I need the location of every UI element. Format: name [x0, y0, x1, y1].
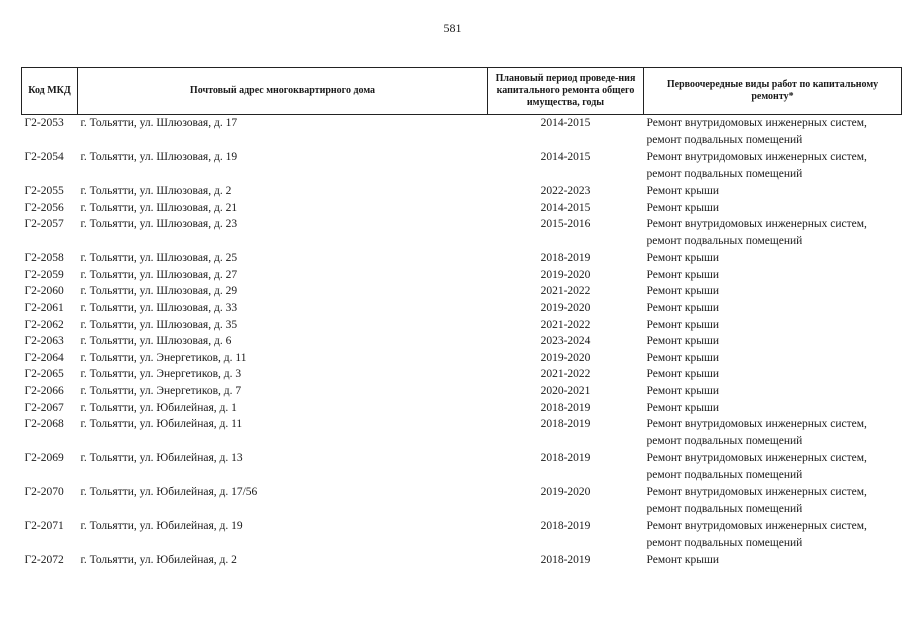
row-works — [644, 300, 902, 317]
row-code: Г2-2063 — [24, 335, 64, 348]
row-code: Г2-2060 — [24, 285, 64, 298]
row-works — [644, 149, 902, 183]
row-code: Г2-2064 — [24, 351, 64, 364]
row-period: 2015-2016 — [540, 218, 591, 231]
row-address: г. Тольятти, ул. Шлюзовая, д. 23 — [80, 218, 238, 231]
row-works — [644, 283, 902, 300]
row-works — [644, 552, 902, 569]
row-works — [644, 200, 902, 217]
row-works — [644, 450, 902, 484]
row-address: г. Тольятти, ул. Юбилейная, д. 17/56 — [80, 486, 258, 499]
row-works — [644, 317, 902, 334]
table-row — [22, 317, 902, 334]
row-address: г. Тольятти, ул. Шлюзовая, д. 27 — [80, 268, 238, 281]
row-period: 2021-2022 — [540, 368, 591, 381]
row-address: г. Тольятти, ул. Шлюзовая, д. 21 — [80, 201, 238, 214]
row-period: 2021-2022 — [540, 318, 591, 331]
row-address: г. Тольятти, ул. Шлюзовая, д. 6 — [80, 335, 232, 348]
row-works — [644, 484, 902, 518]
row-address: г. Тольятти, ул. Шлюзовая, д. 29 — [80, 285, 238, 298]
row-works-line: Ремонт крыши — [646, 301, 720, 314]
row-code: Г2-2054 — [24, 151, 64, 163]
row-works-line: Ремонт крыши — [646, 554, 720, 567]
row-code: Г2-2065 — [24, 368, 64, 381]
table-row — [22, 383, 902, 400]
row-period: 2018-2019 — [540, 520, 591, 533]
row-works — [644, 183, 902, 200]
table-row — [22, 149, 902, 183]
table-header-row — [22, 68, 902, 115]
table-row — [22, 416, 902, 450]
row-address: г. Тольятти, ул. Шлюзовая, д. 17 — [80, 117, 238, 129]
row-works-line: ремонт подвальных помещений — [646, 133, 803, 146]
row-works-line: Ремонт внутридомовых инженерных систем, — [646, 452, 867, 465]
row-address: г. Тольятти, ул. Шлюзовая, д. 25 — [80, 252, 238, 265]
row-works — [644, 115, 902, 150]
row-works-line: ремонт подвальных помещений — [646, 536, 803, 549]
row-code: Г2-2061 — [24, 301, 64, 314]
row-works — [644, 250, 902, 267]
header-code: Код МКД — [22, 68, 78, 115]
row-address: г. Тольятти, ул. Энергетиков, д. 7 — [80, 384, 242, 397]
row-code: Г2-2066 — [24, 384, 64, 397]
row-works — [644, 518, 902, 552]
row-period: 2019-2020 — [540, 268, 591, 281]
table-row — [22, 267, 902, 284]
row-address: г. Тольятти, ул. Шлюзовая, д. 19 — [80, 151, 238, 163]
row-code: Г2-2053 — [24, 117, 64, 129]
row-works-line: Ремонт крыши — [646, 335, 720, 348]
row-code: Г2-2056 — [24, 201, 64, 214]
row-works — [644, 216, 902, 250]
table-row — [22, 333, 902, 350]
row-period: 2021-2022 — [540, 285, 591, 298]
row-works-line: Ремонт крыши — [646, 285, 720, 298]
table-row — [22, 366, 902, 383]
row-works-line: Ремонт крыши — [646, 384, 720, 397]
row-period: 2018-2019 — [540, 401, 591, 414]
row-address: г. Тольятти, ул. Шлюзовая, д. 2 — [80, 185, 232, 197]
row-works-line: Ремонт внутридомовых инженерных систем, — [646, 418, 867, 431]
row-period: 2014-2015 — [540, 151, 591, 163]
row-code: Г2-2055 — [24, 185, 64, 197]
row-period: 2014-2015 — [540, 117, 591, 129]
row-works-line: Ремонт внутридомовых инженерных систем, — [646, 151, 867, 163]
table-row — [22, 200, 902, 217]
table-body — [22, 115, 902, 569]
registry-table — [21, 67, 902, 569]
row-address: г. Тольятти, ул. Энергетиков, д. 3 — [80, 368, 242, 381]
row-works-line: ремонт подвальных помещений — [646, 434, 803, 447]
row-works — [644, 366, 902, 383]
row-works-line: Ремонт крыши — [646, 268, 720, 281]
row-works-line: ремонт подвальных помещений — [646, 234, 803, 247]
row-period: 2023-2024 — [540, 335, 591, 348]
row-works-line: ремонт подвальных помещений — [646, 167, 803, 180]
row-code: Г2-2068 — [24, 418, 64, 431]
row-period: 2019-2020 — [540, 351, 591, 364]
row-code: Г2-2059 — [24, 268, 64, 281]
table-row — [22, 400, 902, 417]
row-works-line: Ремонт крыши — [646, 201, 720, 214]
row-works — [644, 416, 902, 450]
table-row — [22, 518, 902, 552]
row-code: Г2-2062 — [24, 318, 64, 331]
row-works-line: Ремонт крыши — [646, 185, 720, 197]
row-period: 2018-2019 — [540, 252, 591, 265]
row-works-line: Ремонт крыши — [646, 401, 720, 414]
row-code: Г2-2067 — [24, 401, 64, 414]
row-works — [644, 333, 902, 350]
row-period: 2018-2019 — [540, 554, 591, 567]
row-address: г. Тольятти, ул. Юбилейная, д. 1 — [80, 401, 237, 414]
row-code: Г2-2070 — [24, 486, 64, 499]
row-period: 2022-2023 — [540, 185, 591, 197]
row-code: Г2-2072 — [24, 554, 64, 567]
header-works: Первоочередные виды работ по капитальному ремонту* — [644, 68, 902, 115]
row-period: 2018-2019 — [540, 452, 591, 465]
row-address: г. Тольятти, ул. Энергетиков, д. 11 — [80, 351, 247, 364]
row-works-line: Ремонт крыши — [646, 252, 720, 265]
row-address: г. Тольятти, ул. Юбилейная, д. 11 — [80, 418, 243, 431]
row-code: Г2-2069 — [24, 452, 64, 465]
table-row — [22, 552, 902, 569]
table-row — [22, 183, 902, 200]
row-period: 2018-2019 — [540, 418, 591, 431]
row-code: Г2-2057 — [24, 218, 64, 231]
row-address: г. Тольятти, ул. Юбилейная, д. 13 — [80, 452, 243, 465]
page-number: 581 — [443, 21, 462, 35]
row-address: г. Тольятти, ул. Юбилейная, д. 19 — [80, 520, 243, 533]
row-works-line: Ремонт внутридомовых инженерных систем, — [646, 218, 867, 231]
row-period: 2019-2020 — [540, 301, 591, 314]
row-works-line: ремонт подвальных помещений — [646, 502, 803, 515]
row-works — [644, 350, 902, 367]
row-works — [644, 383, 902, 400]
row-works-line: Ремонт крыши — [646, 351, 720, 364]
table-row — [22, 450, 902, 484]
row-code: Г2-2058 — [24, 252, 64, 265]
row-address: г. Тольятти, ул. Шлюзовая, д. 35 — [80, 318, 238, 331]
row-works-line: Ремонт крыши — [646, 368, 720, 381]
row-code: Г2-2071 — [24, 520, 64, 533]
row-period: 2020-2021 — [540, 384, 591, 397]
row-address: г. Тольятти, ул. Юбилейная, д. 2 — [80, 554, 237, 567]
row-works-line: Ремонт внутридомовых инженерных систем, — [646, 117, 867, 129]
header-period: Плановый период проведе-ния капитального ремонта общего имущества, годы — [488, 68, 644, 115]
row-works — [644, 400, 902, 417]
table-row — [22, 216, 902, 250]
row-works — [644, 267, 902, 284]
row-period: 2014-2015 — [540, 201, 591, 214]
table-row — [22, 250, 902, 267]
table-row — [22, 283, 902, 300]
row-works-line: Ремонт внутридомовых инженерных систем, — [646, 520, 867, 533]
row-works-line: Ремонт крыши — [646, 318, 720, 331]
table-row — [22, 300, 902, 317]
table-row — [22, 115, 902, 150]
row-period: 2019-2020 — [540, 486, 591, 499]
row-works-line: Ремонт внутридомовых инженерных систем, — [646, 486, 867, 499]
table-row — [22, 484, 902, 518]
table-row — [22, 350, 902, 367]
row-address: г. Тольятти, ул. Шлюзовая, д. 33 — [80, 301, 238, 314]
header-address: Почтовый адрес многоквартирного дома — [78, 68, 488, 115]
row-works-line: ремонт подвальных помещений — [646, 468, 803, 481]
